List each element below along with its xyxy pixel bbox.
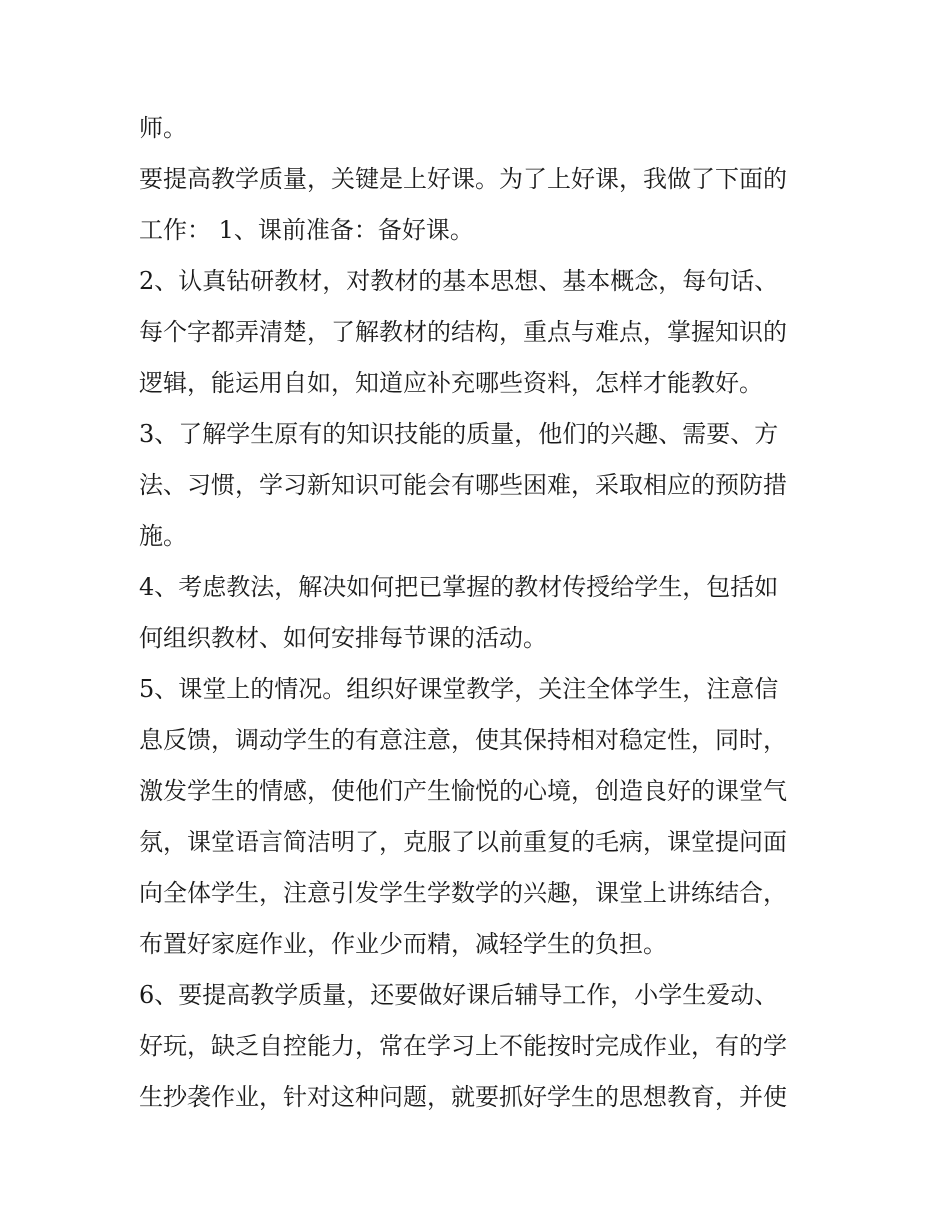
text-line: 5、课堂上的情况。组织好课堂教学，关注全体学生，注意信 [139,675,779,703]
text-line: 法、习惯，学习新知识可能会有哪些困难，采取相应的预防措 [139,471,787,499]
text-line: 激发学生的情感，使他们产生愉悦的心境，创造良好的课堂气 [139,777,787,805]
text-line: 4、考虑教法，解决如何把已掌握的教材传授给学生，包括如 [139,573,779,601]
text-line: 何组织教材、如何安排每节课的活动。 [139,624,547,652]
text-line: 每个字都弄清楚，了解教材的结构，重点与难点，掌握知识的 [139,318,787,346]
body-text [139,103,819,1123]
text-line: 氛，课堂语言简洁明了，克服了以前重复的毛病，课堂提问面 [139,828,787,856]
text-line: 向全体学生，注意引发学生学数学的兴趣，课堂上讲练结合， [139,879,787,907]
text-line: 师。 [139,114,187,142]
text-line: 3、了解学生原有的知识技能的质量，他们的兴趣、需要、方 [139,420,779,448]
text-line: 好玩，缺乏自控能力，常在学习上不能按时完成作业，有的学 [139,1032,787,1060]
text-line: 工作： 1、课前准备：备好课。 [139,216,474,244]
text-line: 2、认真钻研教材，对教材的基本思想、基本概念，每句话、 [139,267,779,295]
text-line: 6、要提高教学质量，还要做好课后辅导工作，小学生爱动、 [139,981,779,1009]
text-line: 息反馈，调动学生的有意注意，使其保持相对稳定性，同时， [139,726,787,754]
text-line: 逻辑，能运用自如，知道应补充哪些资料，怎样才能教好。 [139,369,763,397]
text-line: 布置好家庭作业，作业少而精，减轻学生的负担。 [139,930,667,958]
text-line: 施。 [139,522,187,550]
text-line: 生抄袭作业，针对这种问题，就要抓好学生的思想教育，并使 [139,1083,787,1111]
text-line: 要提高教学质量，关键是上好课。为了上好课，我做了下面的 [139,165,787,193]
